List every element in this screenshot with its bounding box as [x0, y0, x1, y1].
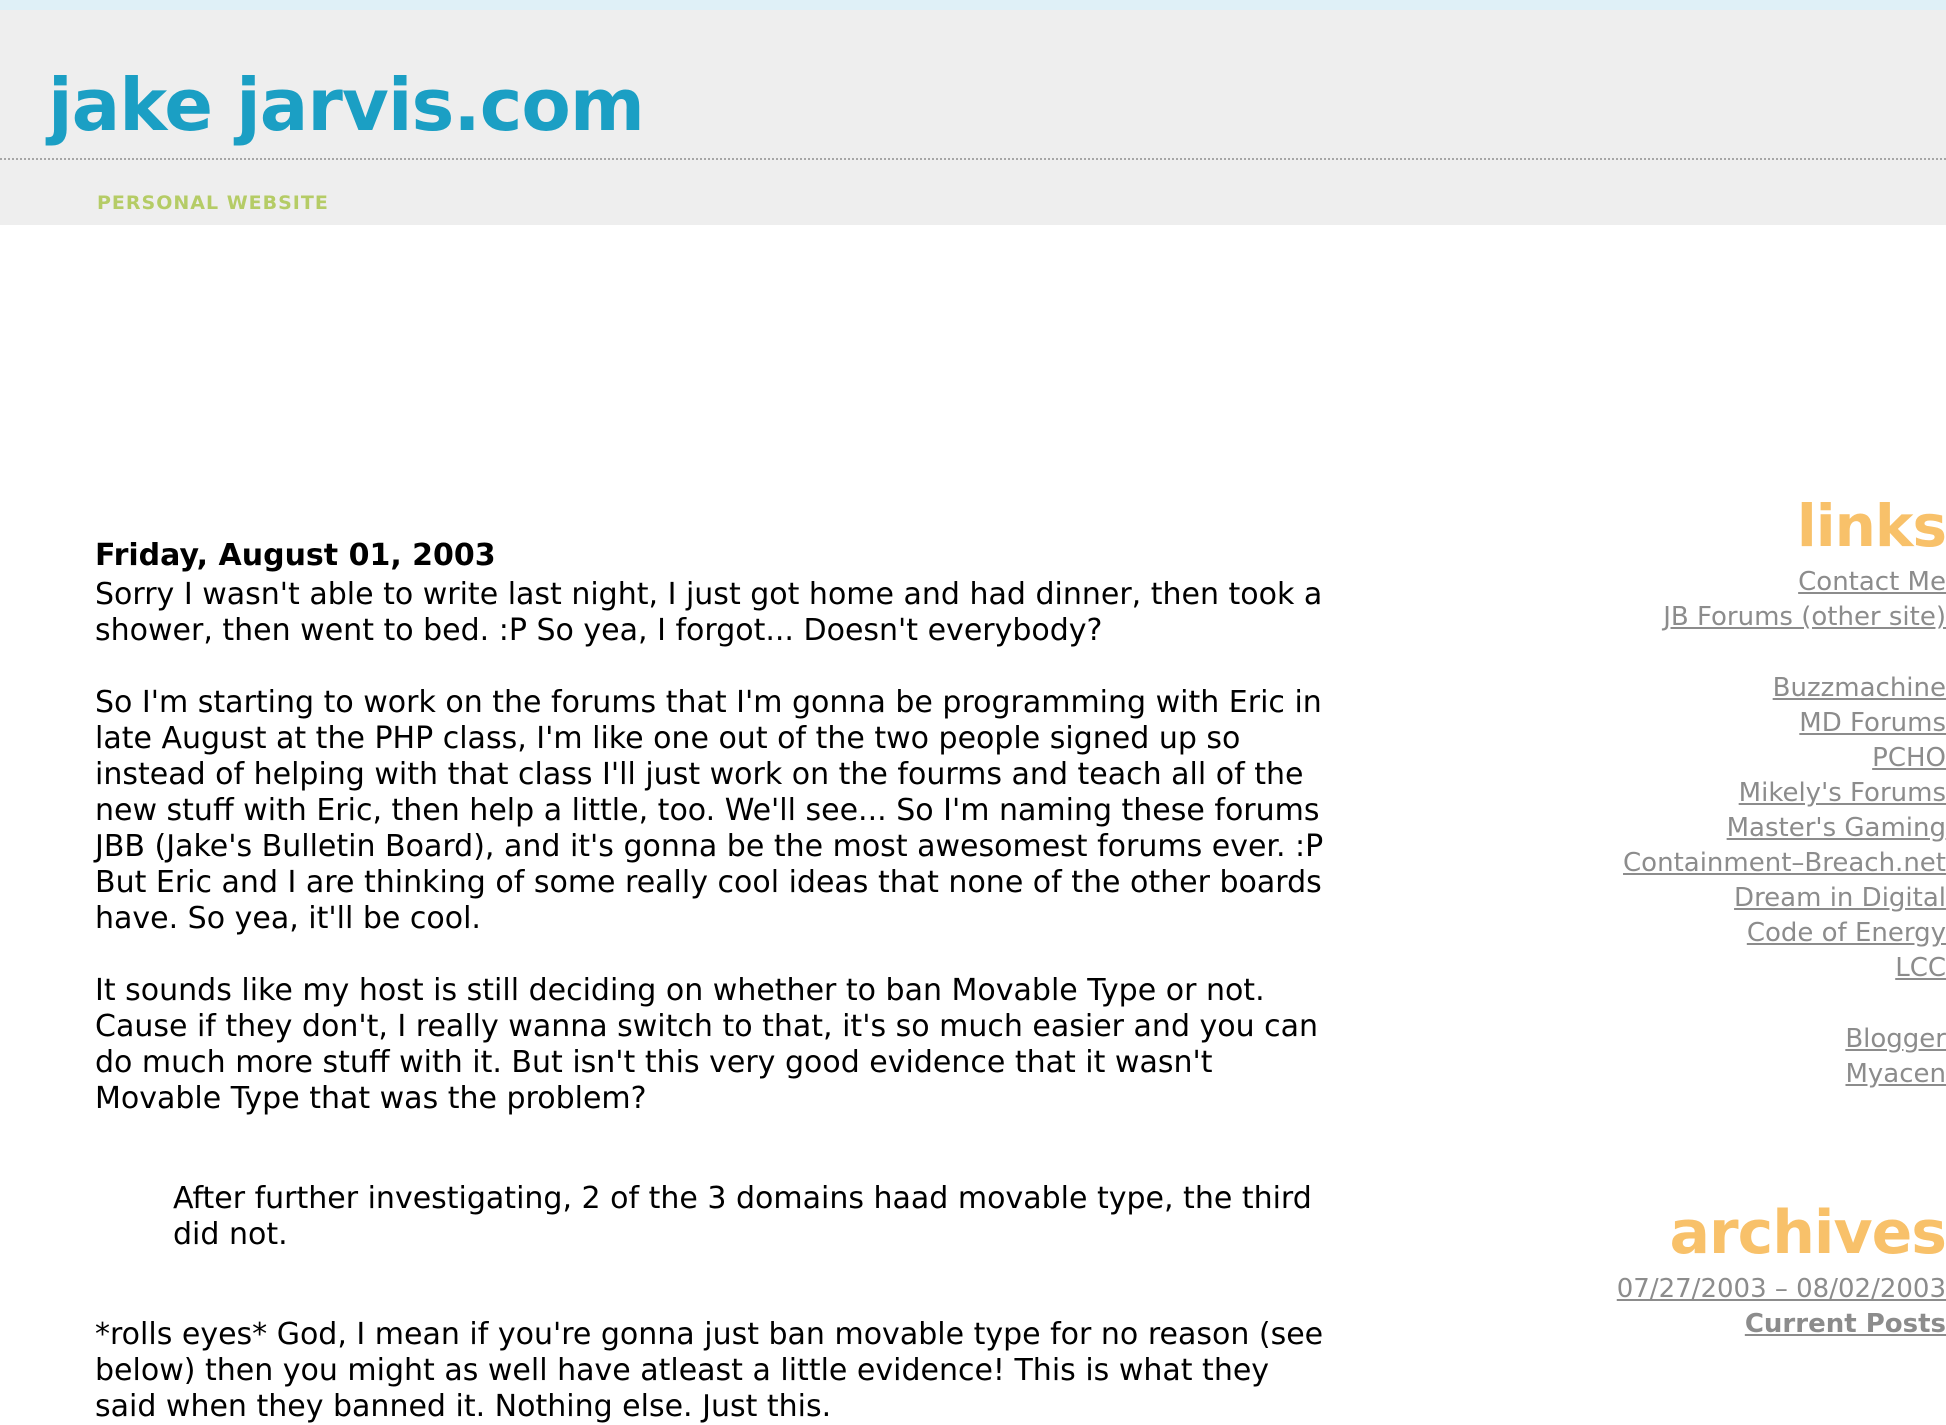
post-column — [95, 535, 1335, 1425]
sidebar-link-buzzmachine[interactable]: Buzzmachine — [1772, 673, 1946, 703]
sidebar-links-heading: links — [1796, 492, 1946, 560]
site-title: jake jarvis.com — [48, 63, 644, 147]
sidebar-archives — [1386, 1198, 1946, 1342]
post-closing-paragraph: *rolls eyes* God, I mean if you're gonna just ban movable type for no reason (see below) then you might as well have atleast a little evidence! This is what they said when they banned it. Nothing else. Just this. — [95, 1317, 1324, 1424]
sidebar-link-containment-breach[interactable]: Containment–Breach.net — [1623, 848, 1946, 878]
sidebar-link-masters-gaming[interactable]: Master's Gaming — [1726, 813, 1946, 843]
sidebar-link-group-1 — [1386, 565, 1946, 635]
header-divider — [0, 158, 1946, 160]
sidebar-link-lcc[interactable]: LCC — [1895, 953, 1946, 983]
paragraph-spacer — [95, 937, 1335, 973]
sidebar-link-group-2 — [1386, 671, 1946, 986]
sidebar-link-contact-me[interactable]: Contact Me — [1798, 567, 1946, 597]
sidebar-link-group-3 — [1386, 1022, 1946, 1092]
sidebar-link-pcho[interactable]: PCHO — [1872, 743, 1946, 773]
sidebar-archives-heading: archives — [1669, 1198, 1946, 1268]
sidebar — [1386, 492, 1946, 1342]
post-paragraph-1: Sorry I wasn't able to write last night, I just got home and had dinner, then took a shower, then went to bed. :P So yea, I forgot... Doesn't everybody? — [95, 577, 1323, 648]
sidebar-link-myacen[interactable]: Myacen — [1845, 1059, 1946, 1089]
archive-link-current-posts[interactable]: Current Posts — [1744, 1309, 1946, 1339]
paragraph-spacer — [95, 649, 1335, 685]
quote-spacer — [95, 1117, 1335, 1181]
sidebar-link-jb-forums[interactable]: JB Forums (other site) — [1663, 602, 1946, 632]
post-blockquote: After further investigating, 2 of the 3 domains haad movable type, the third did not. — [173, 1181, 1312, 1252]
sidebar-link-md-forums[interactable]: MD Forums — [1799, 708, 1946, 738]
post-date: Friday, August 01, 2003 — [95, 538, 496, 573]
top-accent-strip — [0, 0, 1946, 10]
sidebar-link-blogger[interactable]: Blogger — [1845, 1024, 1946, 1054]
archive-link-week[interactable]: 07/27/2003 – 08/02/2003 — [1616, 1274, 1946, 1304]
sidebar-link-mikelys-forums[interactable]: Mikely's Forums — [1738, 778, 1946, 808]
site-header — [0, 10, 1946, 225]
closing-spacer — [95, 1253, 1335, 1317]
post-paragraph-3: It sounds like my host is still deciding on whether to ban Movable Type or not. Cause if they don't, I really wanna switch to that, it's so much easier and you can do much more stuff with it. But isn't this very good evidence that it wasn't Movable Type that was the problem? — [95, 973, 1319, 1116]
sidebar-link-code-of-energy[interactable]: Code of Energy — [1746, 918, 1946, 948]
post-paragraph-2: So I'm starting to work on the forums that I'm gonna be programming with Eric in late August at the PHP class, I'm like one out of the two people signed up so instead of helping with that class I'll just work on the fourms and teach all of the new stuff with Eric, then help a little, too. We'll see... So I'm naming these forums JBB (Jake's Bulletin Board), and it's gonna be the most awesomest forums ever. :P But Eric and I are thinking of some really cool ideas that none of the other boards have. So yea, it'll be cool. — [95, 685, 1324, 936]
sidebar-link-dream-in-digital[interactable]: Dream in Digital — [1734, 883, 1946, 913]
site-tagline: PERSONAL WEBSITE — [97, 192, 329, 214]
